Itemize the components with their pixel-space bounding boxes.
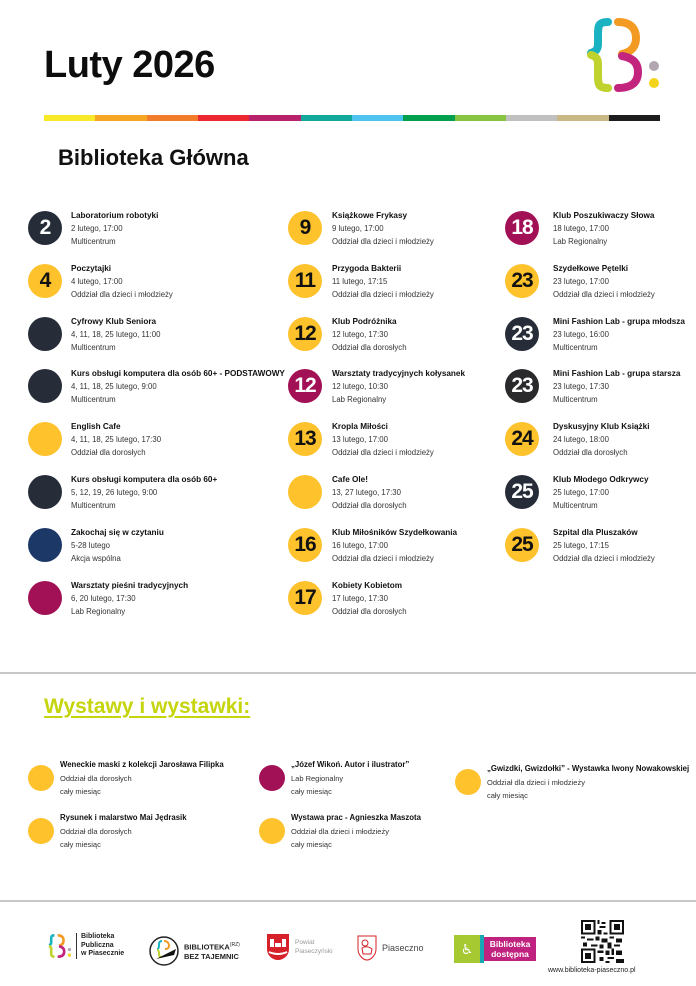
page-title: Luty 2026	[44, 44, 215, 86]
event-place: Oddział dla dzieci i młodzieży	[332, 448, 434, 458]
event-text	[71, 209, 158, 248]
event-title: Zakochaj się w czytaniu	[71, 527, 164, 537]
event-text	[332, 420, 434, 459]
event-title: Cyfrowy Klub Seniora	[71, 316, 157, 326]
logo-powiat-piaseczynski[interactable]	[266, 933, 333, 961]
dostepna-text: Biblioteka dostępna	[484, 937, 536, 961]
date-badge	[28, 369, 62, 403]
date-badge	[28, 475, 62, 509]
color-bar-segment	[557, 115, 608, 121]
event-title: Klub Młodego Odkrywcy	[553, 474, 649, 484]
event-title: Mini Fashion Lab - grupa starsza	[553, 369, 681, 379]
event-date: 12 lutego, 10:30	[332, 382, 388, 392]
event-place: Lab Regionalny	[71, 606, 126, 616]
exhibition-dot-icon	[28, 765, 54, 791]
event-title: Kropla Miłości	[332, 422, 388, 432]
date-badge: 2	[28, 211, 62, 245]
color-bar-segment	[147, 115, 198, 121]
powiat-coat-of-arms-icon	[266, 933, 290, 961]
event-date: 4, 11, 18, 25 lutego, 17:30	[71, 435, 162, 445]
exhibition-name: „Gwizdki, Gwizdołki” - Wystawka Iwony Nowakowskiej	[487, 764, 690, 773]
event-place: Akcja wspólna	[71, 553, 121, 563]
event-date: 25 lutego, 17:15	[553, 540, 609, 550]
exhibition-text	[487, 762, 689, 803]
exhibitions-title: Wystawy i wystawki:	[44, 695, 251, 718]
exhibition-dot-icon	[259, 765, 285, 791]
event-date: 24 lutego, 18:00	[553, 435, 609, 445]
event-place: Multicentrum	[71, 500, 116, 510]
event-title: Przygoda Bakterii	[332, 263, 402, 273]
event-date: 25 lutego, 17:00	[553, 487, 609, 497]
color-bar-segment	[403, 115, 454, 121]
event-text	[332, 315, 407, 354]
event-text	[71, 526, 164, 565]
event-place: Multicentrum	[553, 395, 598, 405]
event-title: Szpital dla Pluszaków	[553, 527, 638, 537]
footer-divider	[0, 900, 696, 902]
date-badge: 12	[288, 369, 322, 403]
date-badge: 17	[288, 581, 322, 615]
event-text	[71, 315, 160, 354]
date-badge: 23	[505, 317, 539, 351]
date-badge	[28, 317, 62, 351]
event-date: 5-28 lutego	[71, 540, 111, 550]
event-date: 9 lutego, 17:00	[332, 224, 384, 233]
event-text	[553, 473, 649, 512]
event-text	[553, 209, 654, 248]
event-date: 17 lutego, 17:30	[332, 593, 388, 603]
event-date: 6, 20 lutego, 17:30	[71, 593, 136, 603]
date-badge: 25	[505, 475, 539, 509]
event-title: Warsztaty pieśni tradycyjnych	[71, 580, 189, 590]
event-date: 18 lutego, 17:00	[553, 224, 609, 233]
event-date: 4 lutego, 17:00	[71, 276, 123, 286]
event-title: Kobiety Kobietom	[332, 580, 403, 590]
exhibition-duration: cały miesiąc	[291, 787, 332, 796]
event-title: Kurs obsługi komputera dla osób 60+	[71, 474, 218, 484]
event-date: 23 lutego, 16:00	[553, 329, 609, 339]
event-title: Klub Miłośników Szydełkowania	[332, 527, 458, 537]
event-title: Dyskusyjny Klub Książki	[553, 422, 650, 432]
date-badge: 23	[505, 369, 539, 403]
event-text	[332, 367, 465, 406]
event-title: Szydełkowe Pętelki	[553, 263, 629, 273]
exhibition-text	[60, 811, 187, 852]
exhibition-text	[291, 811, 421, 852]
date-badge	[28, 581, 62, 615]
event-date: 2 lutego, 17:00	[71, 224, 123, 233]
event-place: Multicentrum	[553, 342, 598, 352]
date-badge	[288, 475, 322, 509]
event-text	[71, 262, 173, 301]
event-text	[553, 262, 655, 301]
event-title: Warsztaty tradycyjnych kołysanek	[332, 369, 466, 379]
date-badge: 9	[288, 211, 322, 245]
event-date: 4, 11, 18, 25 lutego, 11:00	[71, 329, 161, 339]
exhibition-name: Wystawa prac - Agnieszka Maszota	[291, 813, 421, 822]
event-date: 23 lutego, 17:00	[553, 276, 609, 286]
exhibition-name: Rysunek i malarstwo Mai Jędrasik	[60, 813, 187, 822]
event-date: 16 lutego, 17:00	[332, 540, 388, 550]
color-bar	[44, 115, 660, 121]
color-bar-segment	[301, 115, 352, 121]
event-date: 4, 11, 18, 25 lutego, 9:00	[71, 382, 157, 392]
logo-bez-tajemnic[interactable]	[148, 935, 240, 967]
event-place: Oddział dla dzieci i młodzieży	[332, 289, 434, 299]
exhibition-place: Oddział dla dzieci i młodzieży	[291, 826, 389, 836]
exhibition-dot-icon	[259, 818, 285, 844]
piaseczno-text: Piaseczno	[382, 943, 424, 953]
color-bar-segment	[249, 115, 300, 121]
logo-biblioteka-dostepna[interactable]	[454, 935, 536, 963]
exhibition-dot-icon	[455, 769, 481, 795]
event-text	[553, 526, 655, 565]
event-date: 13, 27 lutego, 17:30	[332, 487, 401, 497]
event-text	[553, 420, 649, 459]
date-badge: 11	[288, 264, 322, 298]
event-text	[71, 473, 217, 512]
date-badge: 18	[505, 211, 539, 245]
exhibition-duration: cały miesiąc	[60, 840, 101, 849]
event-place: Oddział dla dzieci i młodzieży	[71, 289, 173, 299]
footer	[0, 915, 696, 985]
exhibition-place: Oddział dla dorosłych	[60, 826, 132, 836]
event-date: 5, 12, 19, 26 lutego, 9:00	[71, 487, 158, 497]
exhibition-name: „Józef Wikoń. Autor i ilustrator”	[291, 760, 410, 769]
library-logo-icon	[582, 18, 662, 92]
website-url[interactable]: www.biblioteka-piaseczno.pl	[548, 967, 636, 974]
event-place: Multicentrum	[71, 237, 116, 246]
exhibition-dot-icon	[28, 818, 54, 844]
date-badge: 16	[288, 528, 322, 562]
powiat-text: Powiat Piaseczyński	[295, 939, 333, 955]
event-place: Oddział dla dzieci i młodzieży	[553, 289, 655, 299]
color-bar-segment	[455, 115, 506, 121]
color-bar-segment	[198, 115, 249, 121]
event-place: Oddział dla dorosłych	[71, 448, 146, 458]
event-title: Cafe Ole!	[332, 474, 368, 484]
event-title: English Cafe	[71, 422, 121, 432]
color-bar-segment	[609, 115, 660, 121]
logo-piaseczno[interactable]	[357, 935, 424, 961]
bez-tajemnic-text: $BIBLIOTEKA^{(RZ)}$ BEZ TAJEMNIC	[184, 942, 240, 961]
wheelchair-icon: ♿	[454, 935, 480, 963]
event-text	[332, 209, 434, 248]
event-place: Oddział dla dorosłych	[332, 342, 407, 352]
event-text	[332, 473, 407, 512]
event-place: Oddział dla dorosłych	[332, 606, 407, 616]
event-title: Klub Podróżnika	[332, 316, 397, 326]
exhibition-duration: cały miesiąc	[60, 787, 101, 796]
event-text	[553, 315, 685, 354]
exhibition-place: Lab Regionalny	[291, 773, 344, 783]
event-place: Multicentrum	[71, 342, 116, 352]
event-date: 23 lutego, 17:30	[553, 382, 609, 392]
event-date: 11 lutego, 17:15	[332, 276, 388, 286]
bp-logo-text: Biblioteka Publiczna w Piasecznie	[76, 933, 124, 959]
event-text	[71, 579, 188, 618]
event-title: Książkowe Frykasy	[332, 211, 408, 220]
date-badge: 24	[505, 422, 539, 456]
exhibition-place: Oddział dla dzieci i młodzieży	[487, 777, 585, 787]
color-bar-segment	[352, 115, 403, 121]
event-place: Multicentrum	[71, 395, 116, 405]
event-text	[332, 262, 434, 301]
logo-biblioteka-publiczna[interactable]	[46, 933, 124, 959]
date-badge: 4	[28, 264, 62, 298]
event-place: Oddział dla dzieci i młodzieży	[553, 553, 655, 563]
event-text	[332, 579, 407, 618]
event-text	[71, 367, 285, 406]
event-date: 13 lutego, 17:00	[332, 435, 388, 445]
section-title-main-library: Biblioteka Główna	[58, 145, 249, 170]
exhibition-name: Weneckie maski z kolekcji Jarosława Filipka	[60, 760, 224, 769]
exhibition-text	[291, 758, 409, 799]
event-place: Oddział dla dorosłych	[553, 448, 628, 458]
event-title: Kurs obsługi komputera dla osób 60+ - PODSTAWOWY	[71, 369, 285, 379]
color-bar-segment	[95, 115, 146, 121]
event-title: Klub Poszukiwaczy Słowa	[553, 211, 655, 220]
piaseczno-coat-of-arms-icon	[357, 935, 377, 961]
bez-tajemnic-icon	[148, 935, 180, 967]
exhibition-duration: cały miesiąc	[291, 840, 332, 849]
event-place: Oddział dla dorosłych	[332, 500, 407, 510]
date-badge: 13	[288, 422, 322, 456]
exhibition-duration: cały miesiąc	[487, 791, 528, 800]
event-place: Lab Regionalny	[332, 395, 387, 405]
date-badge: 12	[288, 317, 322, 351]
color-bar-segment	[506, 115, 557, 121]
event-place: Multicentrum	[553, 500, 598, 510]
event-text	[71, 420, 161, 459]
date-badge	[28, 528, 62, 562]
qr-code-icon[interactable]	[581, 920, 624, 963]
event-place: Oddział dla dzieci i młodzieży	[332, 237, 434, 246]
exhibition-text	[60, 758, 224, 799]
event-place: Oddział dla dzieci i młodzieży	[332, 553, 434, 563]
event-text	[553, 367, 680, 406]
event-title: Mini Fashion Lab - grupa młodsza	[553, 316, 685, 326]
library-small-logo-icon	[46, 933, 72, 959]
color-bar-segment	[44, 115, 95, 121]
event-date: 12 lutego, 17:30	[332, 329, 388, 339]
event-place: Lab Regionalny	[553, 237, 608, 246]
exhibition-place: Oddział dla dorosłych	[60, 773, 132, 783]
event-text	[332, 526, 457, 565]
date-badge: 23	[505, 264, 539, 298]
event-title: Laboratorium robotyki	[71, 211, 159, 220]
date-badge: 25	[505, 528, 539, 562]
event-title: Poczytajki	[71, 263, 112, 273]
date-badge	[28, 422, 62, 456]
section-divider	[0, 672, 696, 674]
